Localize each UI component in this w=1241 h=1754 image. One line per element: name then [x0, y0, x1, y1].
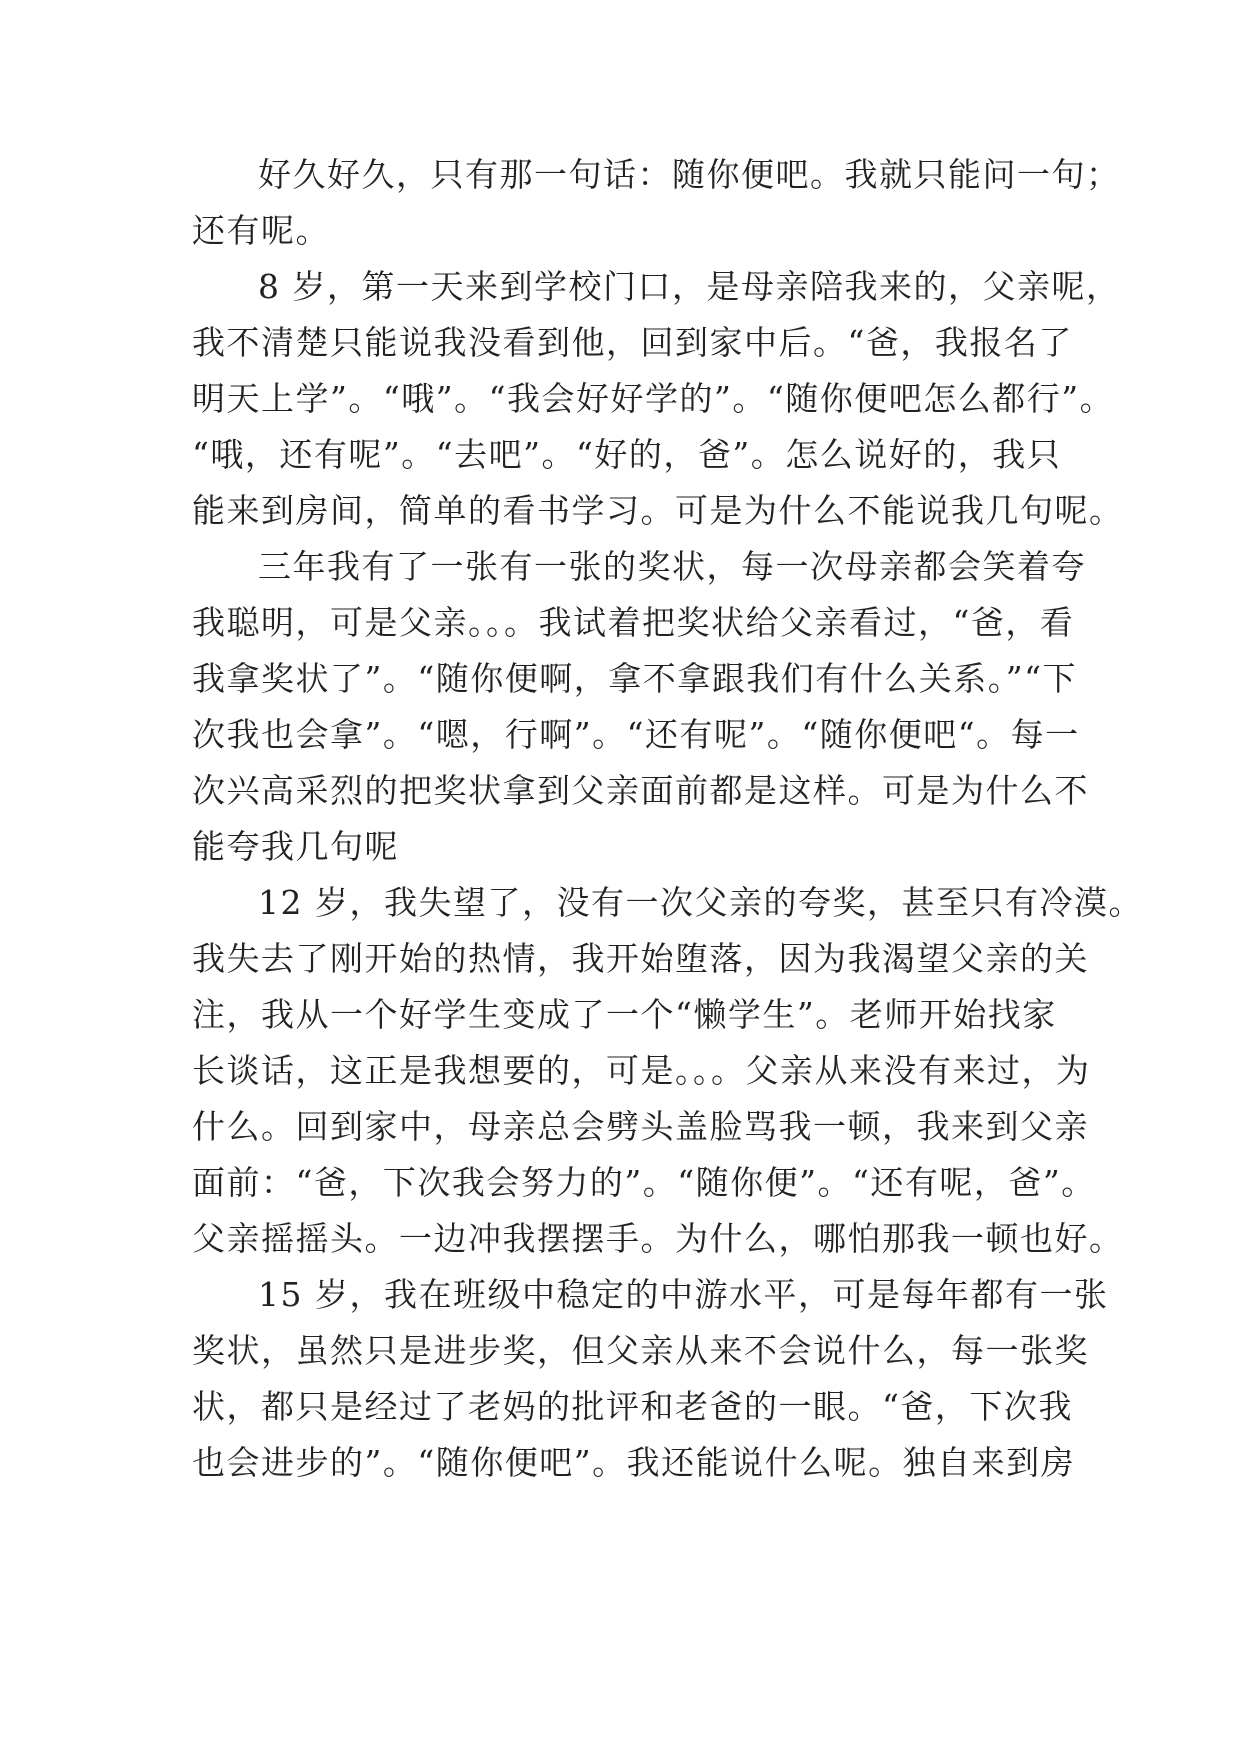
- text-line: 明天上学”。“哦”。“我会好好学的”。“随你便吧怎么都行”。: [192, 379, 1115, 418]
- text-line: 长谈话，这正是我想要的，可是。。。父亲从来没有来过，为: [192, 1051, 1091, 1090]
- text-line: 奖状，虽然只是进步奖，但父亲从来不会说什么，每一张奖: [192, 1331, 1089, 1370]
- text-line: 能夸我几句呢: [192, 827, 399, 866]
- text-line: “哦，还有呢”。“去吧”。“好的，爸”。怎么说好的，我只: [192, 435, 1062, 474]
- text-line: 我不清楚只能说我没看到他，回到家中后。“爸，我报名了: [192, 323, 1073, 362]
- text-line: 15 岁，我在班级中稳定的中游水平，可是每年都有一张: [258, 1275, 1109, 1314]
- text-line: 注，我从一个好学生变成了一个“懒学生”。老师开始找家: [192, 995, 1057, 1034]
- text-line: 次我也会拿”。“嗯，行啊”。“还有呢”。“随你便吧“。每一: [192, 715, 1080, 754]
- text-line: 也会进步的”。“随你便吧”。我还能说什么呢。独自来到房: [192, 1443, 1076, 1482]
- text-line: 面前：“爸，下次我会努力的”。“随你便”。“还有呢，爸”。: [192, 1163, 1096, 1202]
- text-line: 还有呢。: [192, 211, 330, 250]
- text-line: 我失去了刚开始的热情，我开始堕落，因为我渴望父亲的关: [192, 939, 1089, 978]
- text-line: 我拿奖状了”。“随你便啊，拿不拿跟我们有什么关系。”“下: [192, 659, 1077, 698]
- text-line: 能来到房间，简单的看书学习。可是为什么不能说我几句呢。: [192, 491, 1124, 530]
- text-line: 8 岁，第一天来到学校门口，是母亲陪我来的，父亲呢，: [258, 267, 1121, 306]
- text-line: 父亲摇摇头。一边冲我摆摆手。为什么，哪怕那我一顿也好。: [192, 1219, 1124, 1258]
- text-line: 次兴高采烈的把奖状拿到父亲面前都是这样。可是为什么不: [192, 771, 1089, 810]
- text-line: 好久好久，只有那一句话：随你便吧。我就只能问一句；: [258, 155, 1121, 194]
- text-line: 什么。回到家中，母亲总会劈头盖脸骂我一顿，我来到父亲: [192, 1107, 1089, 1146]
- text-line: 我聪明，可是父亲。。。我试着把奖状给父亲看过，“爸，看: [192, 603, 1075, 642]
- text-line: 状，都只是经过了老妈的批评和老爸的一眼。“爸，下次我: [192, 1387, 1073, 1426]
- text-line: 12 岁，我失望了，没有一次父亲的夸奖，甚至只有冷漠。: [258, 883, 1143, 922]
- text-line: 三年我有了一张有一张的奖状，每一次母亲都会笑着夸: [258, 547, 1086, 586]
